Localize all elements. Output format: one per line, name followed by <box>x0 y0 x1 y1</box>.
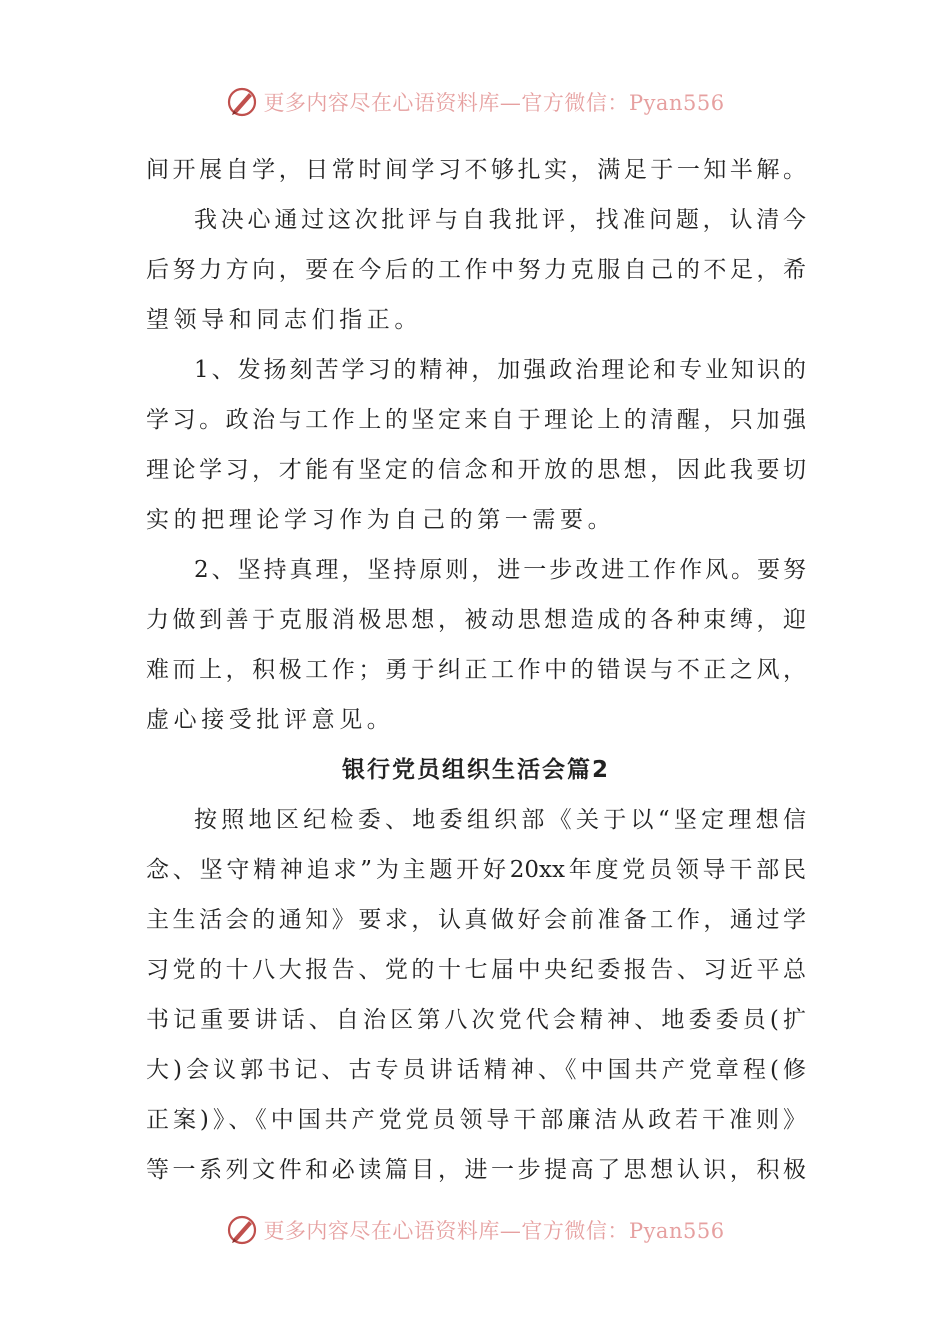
footer-banner <box>0 1210 950 1250</box>
text-line: 后努力方向，要在今后的工作中努力克服自己的不足，希 <box>146 257 806 283</box>
text-line: 等一系列文件和必读篇目，进一步提高了思想认识，积极 <box>146 1157 806 1183</box>
text-line: 我决心通过这次批评与自我批评，找准问题，认清今 <box>194 207 806 233</box>
text-line: 理论学习，才能有坚定的信念和开放的思想，因此我要切 <box>146 457 806 483</box>
text-line: 主生活会的通知》要求，认真做好会前准备工作，通过学 <box>146 907 806 933</box>
pen-circle-logo-icon <box>225 85 259 119</box>
text-line: 力做到善于克服消极思想，被动思想造成的各种束缚，迎 <box>146 607 806 633</box>
text-line: 按照地区纪检委、地委组织部《关于以“坚定理想信 <box>194 807 806 833</box>
document-body <box>146 145 806 1195</box>
banner-text: 更多内容尽在心语资料库—官方微信：Pyan556 <box>263 91 725 115</box>
text-line: 虚心接受批评意见。 <box>146 707 395 733</box>
text-line: 大)会议郭书记、古专员讲话精神、《中国共产党章程(修 <box>146 1057 806 1083</box>
text-line: 念、坚守精神追求”为主题开好20xx年度党员领导干部民 <box>146 857 806 883</box>
section-heading: 银行党员组织生活会篇2 <box>341 757 610 783</box>
text-line: 书记重要讲话、自治区第八次党代会精神、地委委员(扩 <box>146 1007 806 1033</box>
text-line: 正案)》、《中国共产党党员领导干部廉洁从政若干准则》 <box>146 1107 806 1133</box>
text-line: 2、坚持真理，坚持原则，进一步改进工作作风。要努 <box>194 557 806 583</box>
text-line: 1、发扬刻苦学习的精神，加强政治理论和专业知识的 <box>194 357 806 383</box>
text-line: 习党的十八大报告、党的十七届中央纪委报告、习近平总 <box>146 957 806 983</box>
text-line: 实的把理论学习作为自己的第一需要。 <box>146 507 616 533</box>
pen-circle-logo-icon <box>225 1213 259 1247</box>
text-line: 间开展自学，日常时间学习不够扎实，满足于一知半解。 <box>146 157 806 183</box>
text-line: 难而上，积极工作；勇于纠正工作中的错误与不正之风， <box>146 657 806 683</box>
text-line: 望领导和同志们指正。 <box>146 307 422 333</box>
text-line: 学习。政治与工作上的坚定来自于理论上的清醒，只加强 <box>146 407 806 433</box>
banner-text: 更多内容尽在心语资料库—官方微信：Pyan556 <box>263 1219 725 1243</box>
header-banner <box>0 82 950 122</box>
